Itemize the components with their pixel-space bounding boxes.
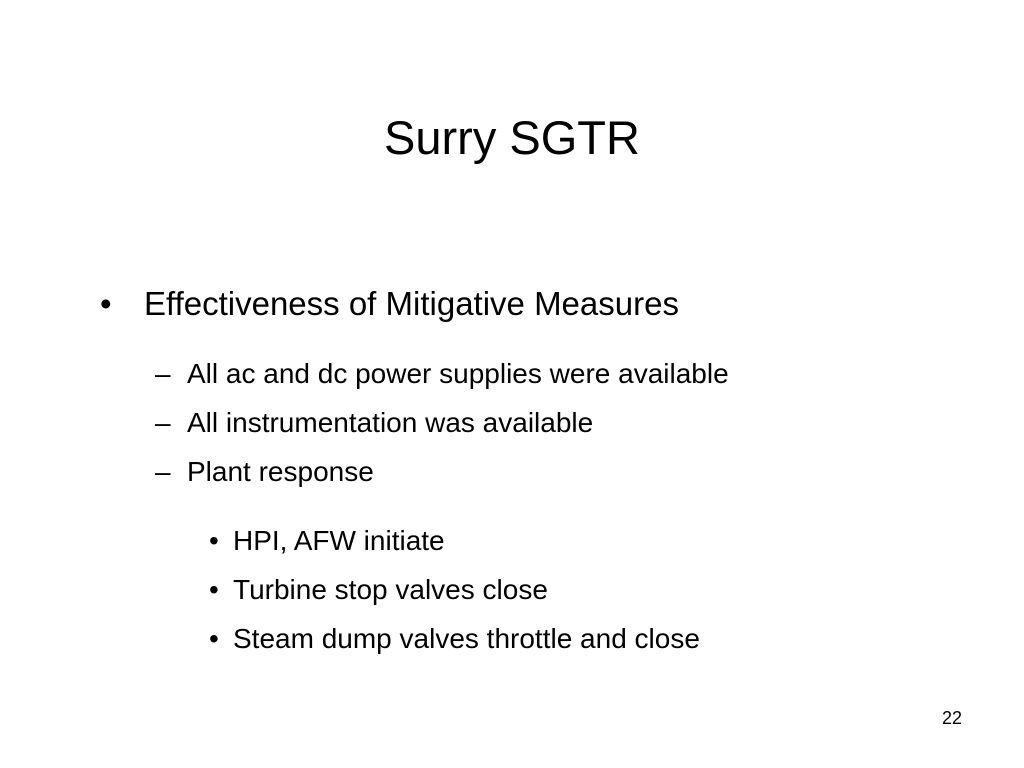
page-number: 22 bbox=[941, 708, 962, 728]
sub-sub-bullet-item bbox=[209, 524, 445, 558]
slide-title: Surry SGTR bbox=[384, 111, 640, 164]
sub-sub-bullet-text: Turbine stop valves close bbox=[233, 574, 548, 605]
sub-sub-bullet-text: HPI, AFW initiate bbox=[233, 525, 445, 556]
bullet-marker: • bbox=[209, 574, 219, 605]
sub-sub-bullet-item bbox=[209, 622, 700, 656]
bullet-item bbox=[100, 283, 679, 325]
dash-marker: – bbox=[155, 358, 171, 389]
bullet-marker: • bbox=[100, 285, 112, 322]
bullet-marker: • bbox=[209, 525, 219, 556]
bullet-text: Effectiveness of Mitigative Measures bbox=[144, 285, 679, 322]
sub-bullet-text: Plant response bbox=[187, 456, 374, 487]
dash-marker: – bbox=[155, 407, 171, 438]
sub-sub-bullet-text: Steam dump valves throttle and close bbox=[233, 623, 700, 654]
sub-bullet-item bbox=[155, 455, 374, 489]
dash-marker: – bbox=[155, 456, 171, 487]
sub-bullet-text: All instrumentation was available bbox=[187, 407, 594, 438]
sub-bullet-item bbox=[155, 357, 729, 391]
sub-bullet-item bbox=[155, 406, 593, 440]
bullet-marker: • bbox=[209, 623, 219, 654]
sub-sub-bullet-item bbox=[209, 573, 548, 607]
sub-bullet-text: All ac and dc power supplies were available bbox=[187, 358, 729, 389]
